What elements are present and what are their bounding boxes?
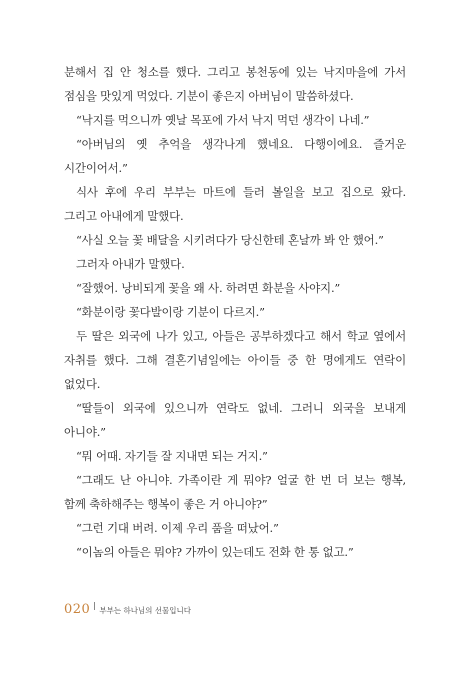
paragraph-3: “아버님의 옛 추억을 생각나게 했네요. 다행이에요. 즐거운 시간이어서.” [64,137,406,175]
page-number: 020 [64,602,91,617]
paragraph-9: 두 딸은 외국에 나가 있고, 아들은 공부하겠다고 해서 학교 옆에서 자취를 했다. 그해 결혼기념일에는 아이들 중 한 명에게도 연락이 없었다. [64,329,406,391]
paragraph-13: “그런 기대 버려. 이제 우리 품을 떠났어.” [76,521,279,535]
paragraph-6: 그러자 아내가 말했다. [76,257,185,271]
footer-divider [94,602,95,610]
running-title: 부부는 하나님의 선물입니다 [99,606,192,615]
paragraph-8: “화분이랑 꽃다발이랑 기분이 다르지.” [76,305,265,319]
paragraph-14: “이놈의 아들은 뭐야? 가까이 있는데도 전화 한 통 없고.” [76,545,354,559]
paragraph-5: “사실 오늘 꽃 배달을 시키려다가 당신한테 혼날까 봐 안 했어.” [76,233,384,247]
paragraph-11: “뭐 어때. 자기들 잘 지내면 되는 거지.” [76,449,268,463]
paragraph-2: “낙지를 먹으니까 옛날 목포에 가서 낙지 먹던 생각이 나네.” [76,113,370,127]
paragraph-12: “그래도 난 아니야. 가족이란 게 뭐야? 얼굴 한 번 더 보는 행복, 함께 축하해주는 행복이 좋은 거 아니야?” [64,473,406,511]
paragraph-7: “잘했어. 낭비되게 꽃을 왜 사. 하려면 화분을 사야지.” [76,281,341,295]
paragraph-10: “딸들이 외국에 있으니까 연락도 없네. 그러니 외국을 보내게 아니야.” [64,401,406,439]
paragraph-1: 분해서 집 안 청소를 했다. 그리고 봉천동에 있는 낙지마을에 가서 점심을 맛있게 먹었다. 기분이 좋은지 아버님이 말씀하셨다. [64,65,406,103]
body-text [64,60,406,564]
page-footer [64,602,191,619]
paragraph-4: 식사 후에 우리 부부는 마트에 들러 볼일을 보고 집으로 왔다. 그리고 아내에게 말했다. [64,185,406,223]
